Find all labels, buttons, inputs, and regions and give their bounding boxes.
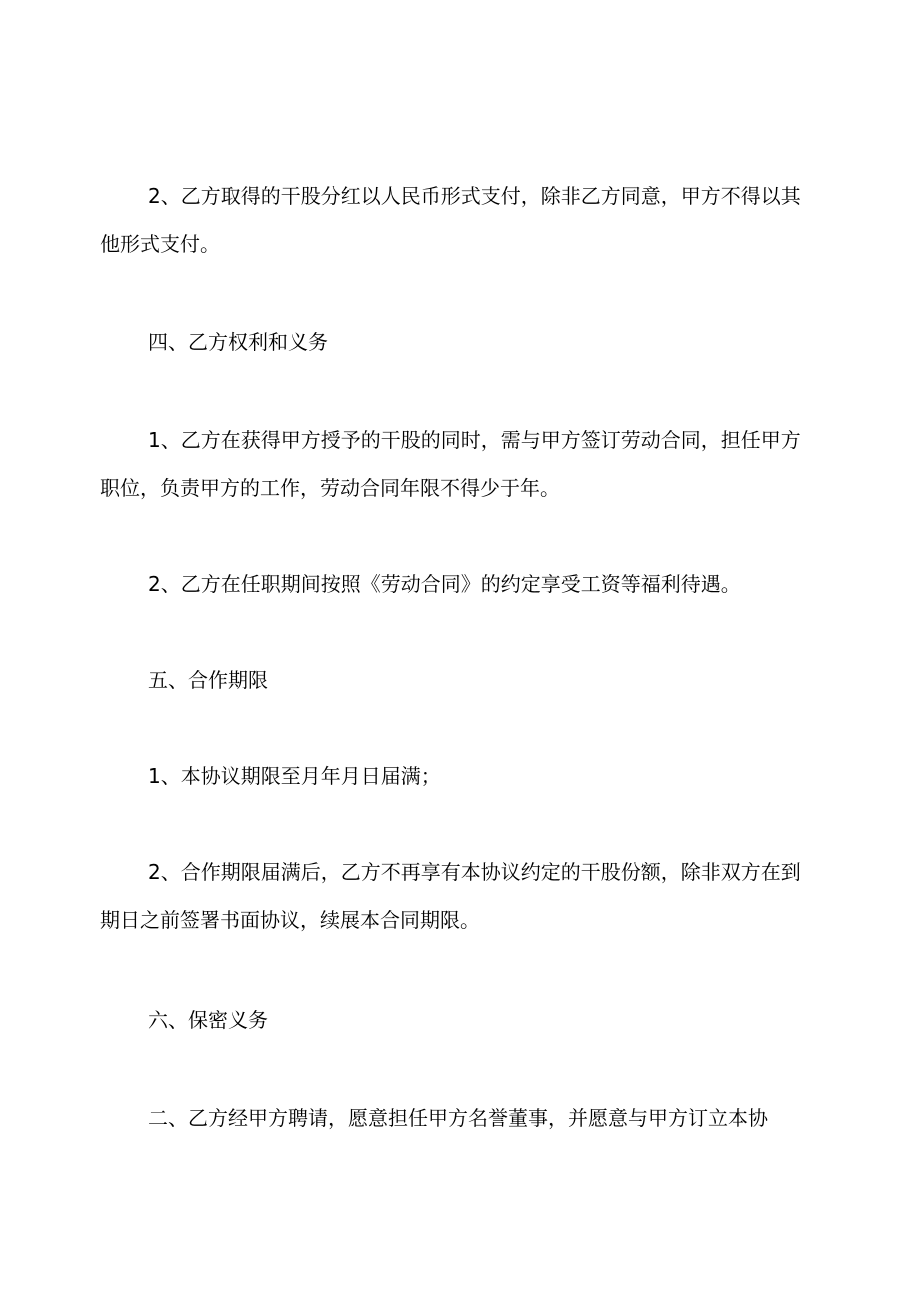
heading-confidentiality: 六、保密义务 xyxy=(148,1008,268,1032)
paragraph-term-renewal: 2、合作期限届满后，乙方不再享有本协议约定的干股份额，除非双方在到期日之前签署书面协议，续展本合同期限。 xyxy=(100,860,801,932)
heading-cooperation-term: 五、合作期限 xyxy=(148,668,268,692)
paragraph-honorary-director: 二、乙方经甲方聘请，愿意担任甲方名誉董事，并愿意与甲方订立本协 xyxy=(148,1106,768,1130)
paragraph-dividend-payment: 2、乙方取得的干股分红以人民币形式支付，除非乙方同意，甲方不得以其他形式支付。 xyxy=(100,184,801,256)
paragraph-salary-benefits: 2、乙方在任职期间按照《劳动合同》的约定享受工资等福利待遇。 xyxy=(148,572,741,596)
paragraph-term-expiry: 1、本协议期限至月年月日届满； xyxy=(148,764,441,788)
heading-rights-obligations: 四、乙方权利和义务 xyxy=(148,330,328,354)
paragraph-labor-contract: 1、乙方在获得甲方授予的干股的同时，需与甲方签订劳动合同，担任甲方职位，负责甲方的工作，劳动合同年限不得少于年。 xyxy=(100,428,801,500)
